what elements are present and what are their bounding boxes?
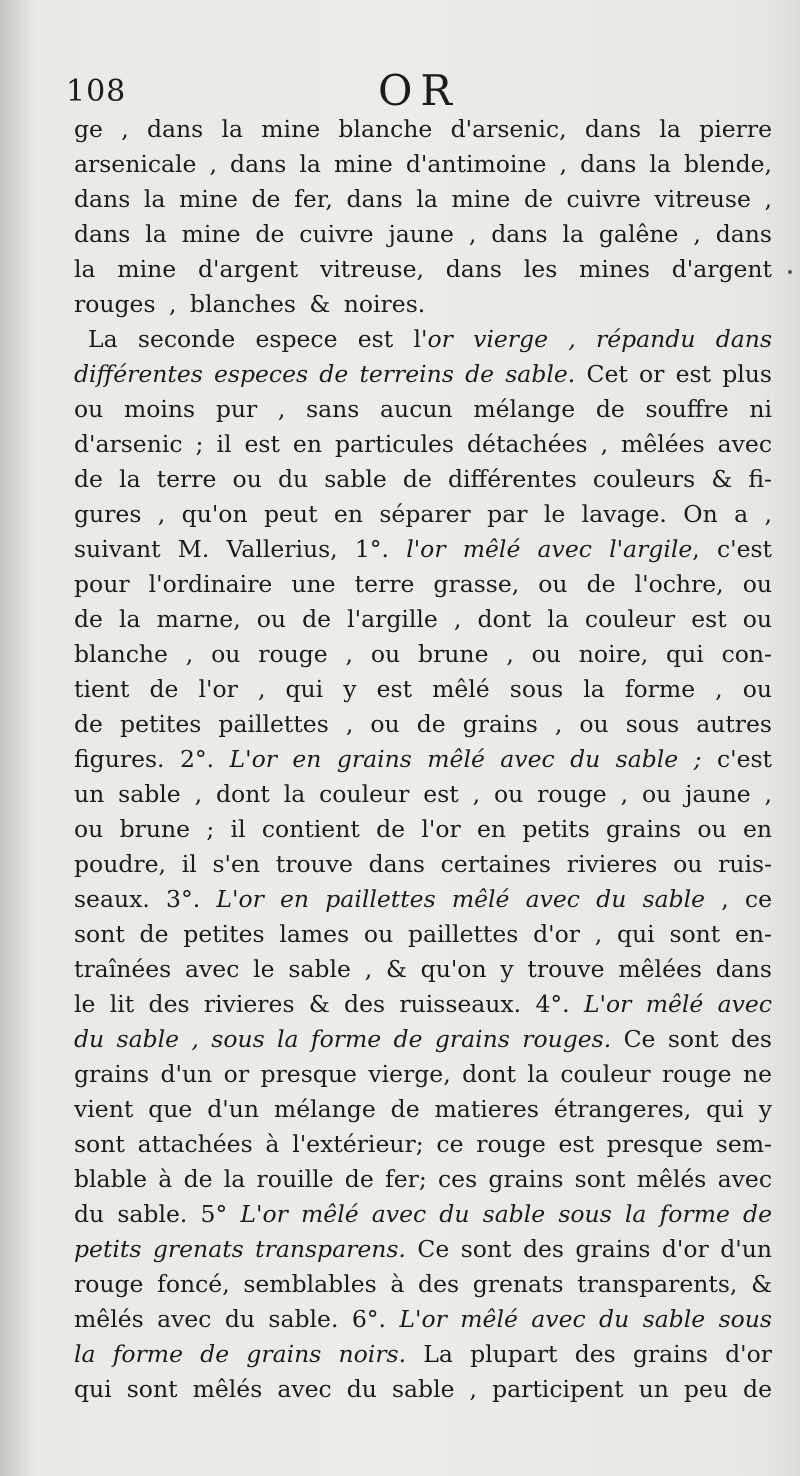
- text-roman: mêlés avec du sable. 6°.: [74, 1305, 400, 1333]
- text-line: blanche , ou rouge , ou brune , ou noire, qui con-: [74, 640, 772, 668]
- text-line: [74, 1302, 772, 1337]
- text-italic: L'or mêlé avec du sable sous: [399, 1305, 772, 1333]
- text-line: sont de petites lames ou paillettes d'or , qui sont en-: [74, 920, 772, 948]
- text-line: gures , qu'on peut en séparer par le lavage. On a ,: [74, 500, 772, 528]
- text-roman: Ce sont des: [611, 1025, 772, 1053]
- text-roman: La plupart des grains d'or: [406, 1340, 772, 1368]
- text-line: poudre, il s'en trouve dans certaines rivieres ou ruis-: [74, 850, 772, 878]
- text-italic: L'or mêlé avec: [583, 990, 772, 1018]
- text-line: [74, 1022, 772, 1057]
- text-line: de la terre ou du sable de différentes couleurs & fi-: [74, 465, 772, 493]
- text-line: [74, 742, 772, 777]
- text-italic: du sable , sous la forme de grains rouges.: [74, 1025, 612, 1053]
- text-italic: or vierge , répandu dans: [427, 325, 773, 353]
- text-italic: l'or mêlé avec l'argile: [406, 535, 693, 563]
- text-line: de la marne, ou de l'argille , dont la couleur est ou: [74, 605, 772, 633]
- text-line: ge , dans la mine blanche d'arsenic, dans la pierre: [74, 115, 772, 143]
- running-head: OR: [378, 66, 461, 115]
- text-line: tient de l'or , qui y est mêlé sous la forme , ou: [74, 675, 772, 703]
- text-roman: La seconde espece est l': [88, 325, 428, 353]
- text-line: vient que d'un mélange de matieres étrangeres, qui y: [74, 1095, 772, 1123]
- text-line: d'arsenic ; il est en particules détachées , mêlées avec: [74, 430, 772, 458]
- text-line: traînées avec le sable , & qu'on y trouve mêlées dans: [74, 955, 772, 983]
- page-number: 108: [66, 74, 127, 109]
- text-roman: du sable. 5°: [74, 1200, 241, 1228]
- text-italic: petits grenats transparens.: [74, 1235, 406, 1263]
- text-line: de petites paillettes , ou de grains , ou sous autres: [74, 710, 772, 738]
- text-line: rouge foncé, semblables à des grenats transparents, &: [74, 1270, 772, 1298]
- text-line: arsenicale , dans la mine d'antimoine , dans la blende,: [74, 150, 772, 178]
- text-roman: suivant M. Vallerius, 1°.: [74, 535, 407, 563]
- text-line: [74, 532, 772, 567]
- text-line: [74, 1197, 772, 1232]
- text-line: [74, 322, 772, 357]
- text-line: un sable , dont la couleur est , ou rouge , ou jaune ,: [74, 780, 772, 808]
- text-italic: la forme de grains noirs.: [74, 1340, 407, 1368]
- text-roman: seaux. 3°.: [74, 885, 217, 913]
- text-line: [74, 357, 772, 392]
- text-roman: figures. 2°.: [74, 745, 230, 773]
- text-roman: , ce: [705, 885, 772, 913]
- text-roman: le lit des rivieres & des ruisseaux. 4°.: [74, 990, 584, 1018]
- text-italic: L'or mêlé avec du sable sous la forme de: [240, 1200, 773, 1228]
- text-line: [74, 1337, 772, 1372]
- gutter-shadow: [0, 0, 30, 1476]
- text-line: [74, 987, 772, 1022]
- text-line: grains d'un or presque vierge, dont la couleur rouge ne: [74, 1060, 772, 1088]
- text-line: pour l'ordinaire une terre grasse, ou de l'ochre, ou: [74, 570, 772, 598]
- margin-speck: [788, 270, 792, 274]
- text-italic: différentes especes de terreins de sable.: [74, 360, 576, 388]
- text-line: la mine d'argent vitreuse, dans les mines d'argent: [74, 255, 772, 283]
- text-line: ou moins pur , sans aucun mélange de souffre ni: [74, 395, 772, 423]
- text-line: ou brune ; il contient de l'or en petits grains ou en: [74, 815, 772, 843]
- text-roman: , c'est: [692, 535, 772, 563]
- text-roman: Cet or est plus: [575, 360, 772, 388]
- text-line: dans la mine de fer, dans la mine de cuivre vitreuse ,: [74, 185, 772, 213]
- text-line: [74, 882, 772, 917]
- text-italic: L'or en grains mêlé avec du sable ;: [229, 745, 702, 773]
- text-line: [74, 1232, 772, 1267]
- text-line: rouges , blanches & noires.: [74, 290, 426, 318]
- text-line: qui sont mêlés avec du sable , participent un peu de: [74, 1375, 772, 1403]
- text-line: blable à de la rouille de fer; ces grains sont mêlés avec: [74, 1165, 772, 1193]
- text-italic: L'or en paillettes mêlé avec du sable: [216, 885, 706, 913]
- text-roman: Ce sont des grains d'or d'un: [405, 1235, 772, 1263]
- text-line: dans la mine de cuivre jaune , dans la galêne , dans: [74, 220, 772, 248]
- text-roman: c'est: [701, 745, 772, 773]
- text-line: sont attachées à l'extérieur; ce rouge est presque sem-: [74, 1130, 772, 1158]
- page-header: [62, 62, 762, 118]
- body-text: [74, 112, 772, 1407]
